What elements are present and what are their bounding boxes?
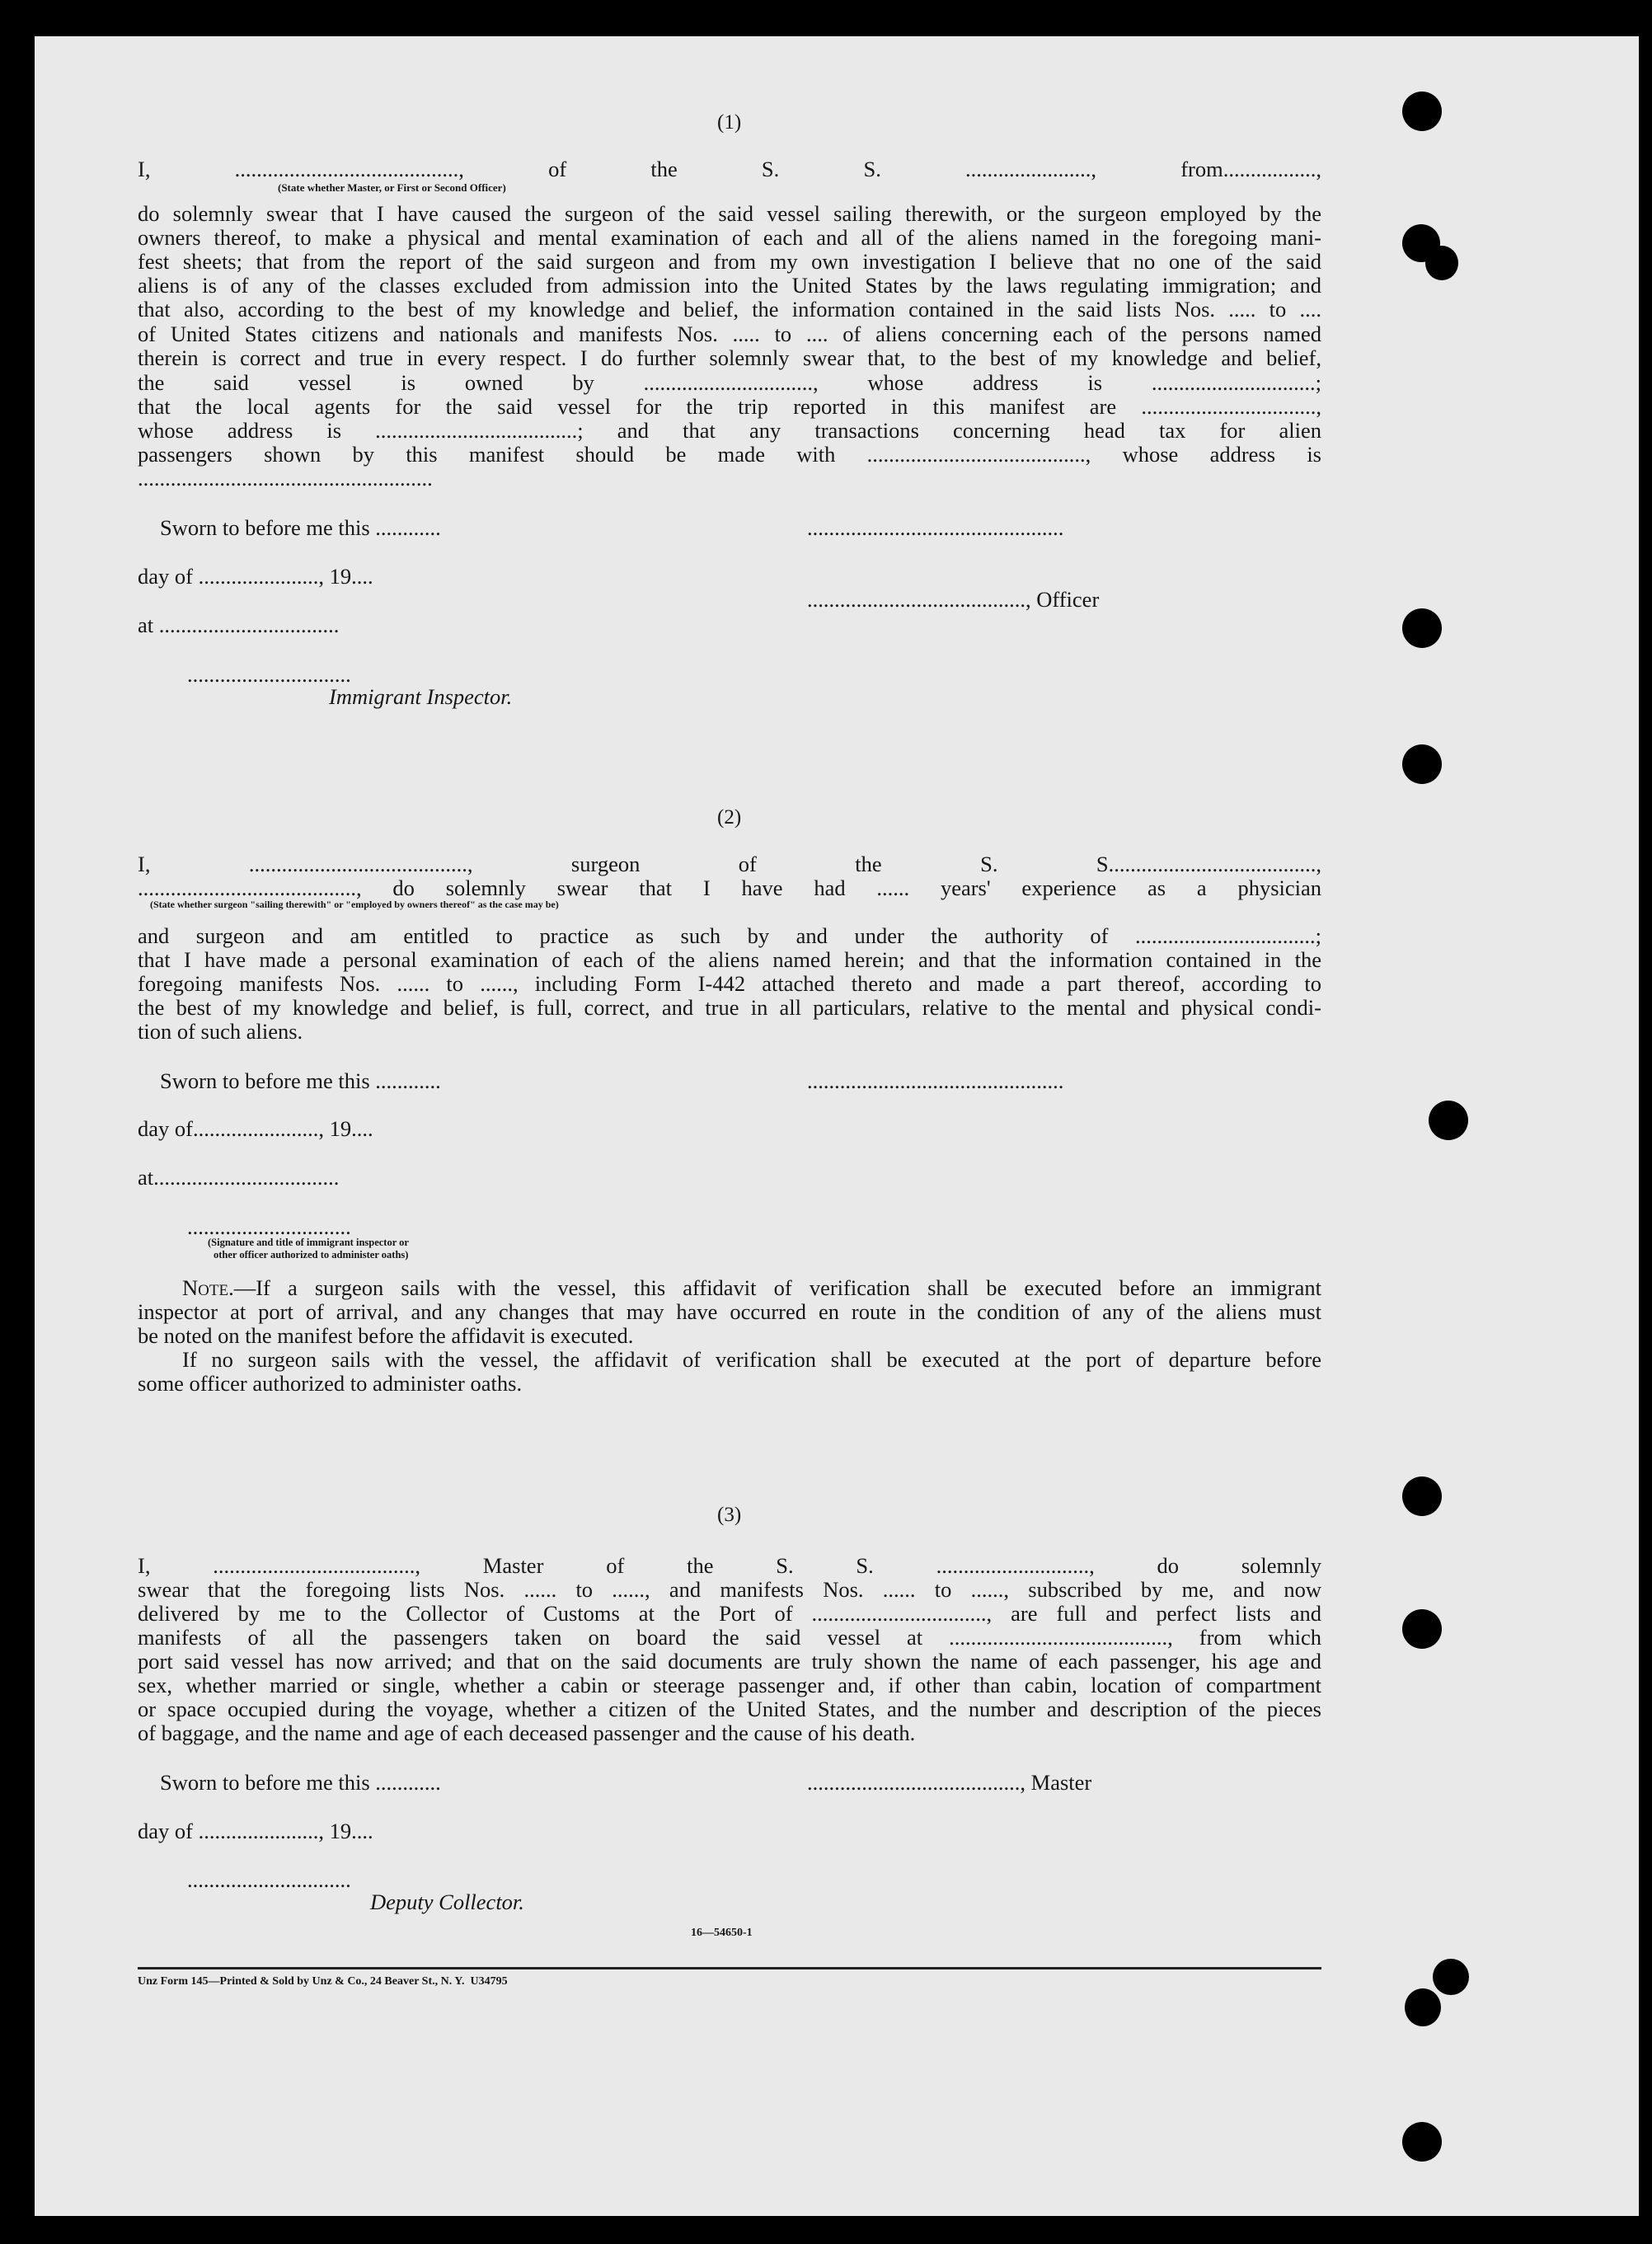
section-1-line: that also, according to the best of my knowledge and belief, the information contained in the said lists Nos. ..... to .... (138, 297, 1321, 322)
section-3-line: I, ....................................., Master of the S. S. ............................, do solemnly (138, 1553, 1321, 1578)
section-1-line: that the local agents for the said vessel for the trip reported in this manifest are ................................, (138, 394, 1321, 419)
section-3-line: sex, whether married or single, whether a cabin or steerage passenger and, if other than cabin, location of compartment (138, 1673, 1321, 1697)
section-2-note-line: be noted on the manifest before the affidavit is executed. (138, 1323, 634, 1348)
section-2-heading: (2) (717, 806, 742, 829)
section-3-collector-dots: .............................. (187, 1867, 351, 1892)
section-1-line: fest sheets; that from the report of the said surgeon and from my own investigation I believe that no one of the said (138, 249, 1321, 274)
binder-hole (1402, 92, 1442, 131)
section-2-day: day of......................., 19.... (138, 1116, 373, 1141)
section-1-line: of United States citizens and nationals and manifests Nos. ..... to .... of aliens concerning each of the persons named (138, 322, 1321, 346)
section-3-line: or space occupied during the voyage, whether a citizen of the United States, and the number and description of the pieces (138, 1697, 1321, 1721)
note-label: Note. (182, 1275, 234, 1300)
binder-hole (1402, 1476, 1442, 1516)
section-2-line: and surgeon and am entitled to practice as such by and under the authority of .................................; (138, 923, 1321, 948)
section-2-note-line (138, 1277, 1321, 1299)
binder-hole (1429, 1101, 1468, 1140)
section-3-sworn: Sworn to before me this ............ (160, 1770, 441, 1795)
section-3-line: manifests of all the passengers taken on board the said vessel at ........................................, from which (138, 1625, 1321, 1650)
section-2-line: the best of my knowledge and belief, is full, correct, and true in all particulars, relative to the mental and physical condi- (138, 995, 1321, 1020)
binder-hole (1402, 744, 1442, 784)
section-1-line: therein is correct and true in every respect. I do further solemnly swear that, to the best of my knowledge and belief, (138, 345, 1321, 370)
binder-hole (1402, 1609, 1442, 1649)
section-2-line: foregoing manifests Nos. ...... to ......, including Form I-442 attached thereto and made a part thereof, according to (138, 971, 1321, 996)
section-1-line: aliens is of any of the classes excluded from admission into the United States by the laws regulating immigration; and (138, 273, 1321, 298)
section-2-right-dots: ............................................... (807, 1068, 1064, 1093)
section-2-signature-caption: (Signature and title of immigrant inspector or (208, 1237, 409, 1248)
section-2-note: (State whether surgeon "sailing therewith" or "employed by owners thereof" as the case may be) (150, 899, 559, 910)
section-2-sworn: Sworn to before me this ............ (160, 1068, 441, 1093)
section-1-inspector-label: Immigrant Inspector. (329, 684, 513, 709)
section-1-line: I, ........................................., of the S. S. ......................., from................., (138, 157, 1321, 181)
section-1-right-dots: ............................................... (807, 515, 1064, 540)
binder-hole (1405, 1988, 1441, 2026)
section-1-heading: (1) (717, 111, 742, 134)
binder-hole (1425, 246, 1458, 280)
section-1-line: ...................................................... (138, 466, 433, 491)
section-2-line: tion of such aliens. (138, 1019, 303, 1044)
binder-hole (1433, 1959, 1469, 1995)
section-2-note-line: inspector at port of arrival, and any changes that may have occurred en route in the condition of any of the aliens must (138, 1299, 1321, 1324)
section-3-collector-label: Deputy Collector. (370, 1890, 524, 1914)
section-2-signature-dots: .............................. (187, 1214, 351, 1239)
section-1-line: do solemnly swear that I have caused the surgeon of the said vessel sailing therewith, or the surgeon employed by the (138, 201, 1321, 226)
section-1-line: owners thereof, to make a physical and mental examination of each and all of the aliens named in the foregoing mani- (138, 225, 1321, 250)
section-3-line: of baggage, and the name and age of each deceased passenger and the cause of his death. (138, 1721, 916, 1745)
section-2-note-line: If no surgeon sails with the vessel, the affidavit of verification shall be executed at the port of departure before (182, 1347, 1321, 1372)
section-1-line: passengers shown by this manifest should be made with ........................................, whose address is (138, 442, 1321, 467)
section-1-note: (State whether Master, or First or Second Officer) (278, 181, 506, 194)
section-2-at: at.................................. (138, 1165, 340, 1190)
form-number: 16—54650-1 (691, 1927, 753, 1939)
section-2-line: ........................................, do solemnly swear that I have had ...... years' experience as a physician (138, 876, 1321, 900)
printer-credit: Unz Form 145—Printed & Sold by Unz & Co., 24 Beaver St., N. Y. U34795 (138, 1975, 508, 1988)
section-1-at: at ................................. (138, 613, 340, 637)
section-3-heading: (3) (717, 1504, 742, 1526)
section-1-line: whose address is .....................................; and that any transactions concerning head tax for alien (138, 418, 1321, 443)
note-text: —If a surgeon sails with the vessel, this affidavit of verification shall be executed before an immigrant (233, 1275, 1321, 1300)
section-3-line: port said vessel has now arrived; and that on the said documents are truly shown the name of each passenger, his age and (138, 1649, 1321, 1674)
section-3-master-signature: ......................................., Master (807, 1770, 1092, 1795)
section-2-signature-caption: other officer authorized to administer oaths) (214, 1249, 409, 1260)
section-2-line: I, ........................................, surgeon of the S. S......................................, (138, 852, 1321, 876)
section-3-line: swear that the foregoing lists Nos. ...... to ......, and manifests Nos. ...... to ......, subscribed by me, and now (138, 1577, 1321, 1602)
section-1-officer-signature: ........................................, Officer (807, 587, 1100, 612)
section-1-day: day of ......................, 19.... (138, 564, 373, 589)
section-3-day: day of ......................, 19.... (138, 1819, 373, 1843)
section-2-note-line: some officer authorized to administer oaths. (138, 1371, 523, 1396)
section-1-inspector-dots: .............................. (187, 662, 351, 687)
section-1-sworn: Sworn to before me this ............ (160, 515, 441, 540)
section-2-line: that I have made a personal examination of each of the aliens named herein; and that the information contained in the (138, 947, 1321, 972)
section-1-line: the said vessel is owned by ..............................., whose address is ..............................; (138, 370, 1321, 395)
binder-hole (1402, 2122, 1442, 2162)
section-3-line: delivered by me to the Collector of Customs at the Port of ................................, are full and perfect lists and (138, 1601, 1321, 1626)
footer-rule (138, 1967, 1321, 1969)
binder-hole (1402, 608, 1442, 648)
